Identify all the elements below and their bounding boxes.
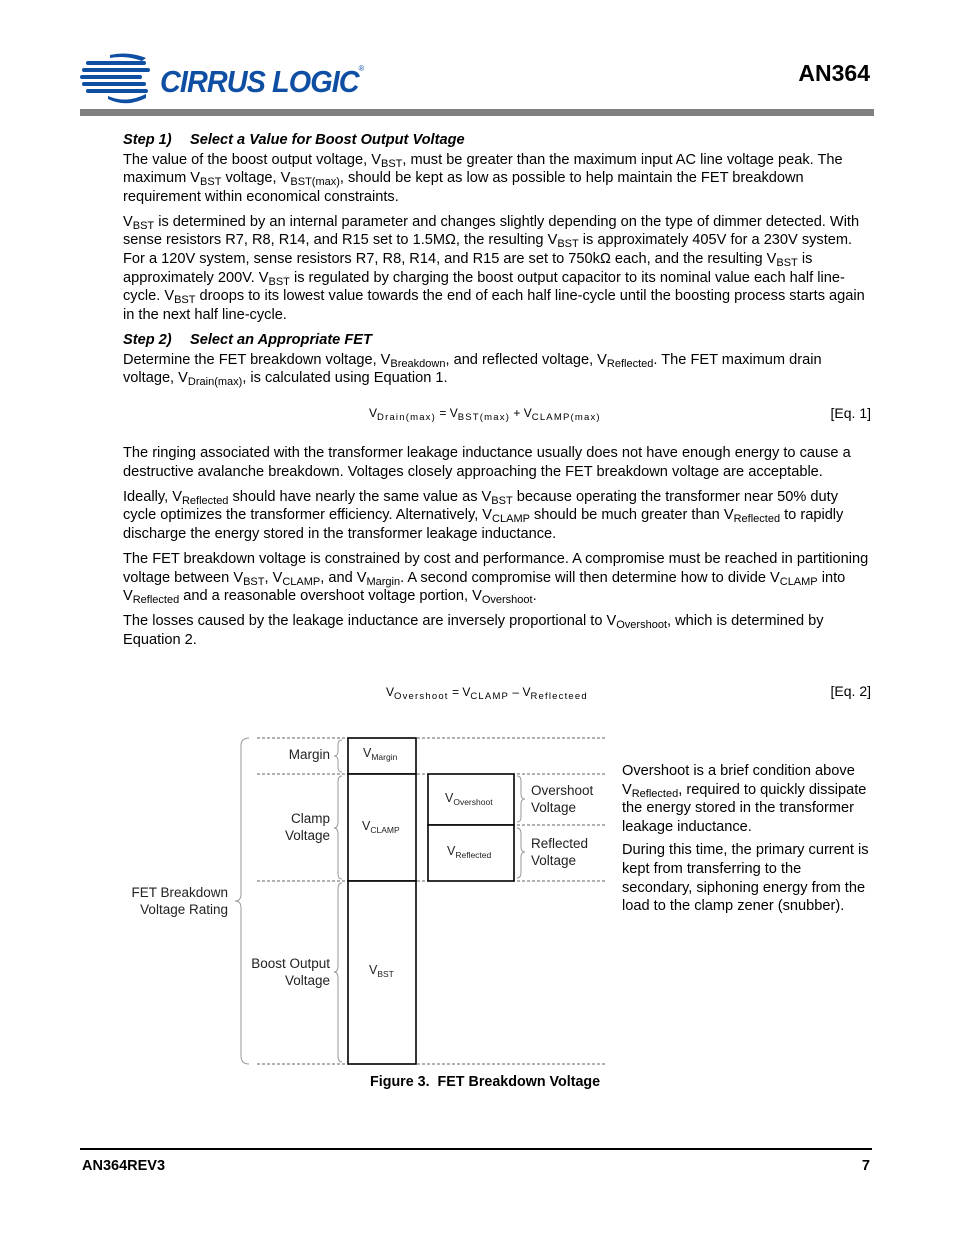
figure-caption: Figure 3. FET Breakdown Voltage <box>370 1074 601 1090</box>
figure-side-text <box>622 762 872 921</box>
box-label-v-overshoot: $V_{Overshoot}$ <box>445 791 493 807</box>
equation-2-tag: [Eq. 2] <box>830 683 871 699</box>
equation-1-tag: [Eq. 1] <box>830 405 871 421</box>
boost-brace <box>334 883 342 1062</box>
step-2-paragraph-1: Determine the FET breakdown voltage, $V_{Breakdown}$, and reflected voltage, $V_{Reflected}$. The FET maximum drain voltage, $V_{Drain(max)}$, is calculated using Equation 1. <box>123 351 822 389</box>
equation-2: $V_{Overshoot} = V_{CLAMP} - V_{Reflecteed}$ <box>386 685 588 702</box>
step-1-heading: Step 1) Select a Value for Boost Output Voltage <box>123 132 465 148</box>
label-reflected-voltage: Reflected Voltage <box>531 836 589 868</box>
page-number: 7 <box>861 1158 870 1174</box>
label-fet-breakdown-rating: FET Breakdown Voltage Rating <box>131 885 228 917</box>
label-clamp-voltage: Clamp Voltage <box>284 811 330 843</box>
box-label-v-margin: $V_{Margin}$ <box>363 746 398 762</box>
margin-brace <box>334 740 342 772</box>
label-overshoot-voltage: Overshoot Voltage <box>531 783 594 815</box>
clamp-brace <box>334 776 342 879</box>
box-label-v-clamp: $V_{CLAMP}$ <box>362 819 400 835</box>
fet-breakdown-brace <box>235 738 249 1064</box>
box-label-v-reflected: $V_{Reflected}$ <box>447 844 492 860</box>
label-margin: Margin <box>288 747 330 762</box>
voltage-stack-boxes <box>348 738 514 1064</box>
reflected-brace <box>517 828 525 878</box>
step-1-paragraph-1: The value of the boost output voltage, $V_{BST}$, must be greater than the maximum input AC line voltage peak. The maximum $V_{BST}$ voltage, $V_{BST(max)}$, should be kept as low as possible to help maintain the FET breakdown requirement within economical constraints. <box>123 151 843 205</box>
step-2-paragraph-2: The ringing associated with the transformer leakage inductance usually does not have enough energy to cause a destructive avalanche breakdown. Voltages closely approaching the FET breakdown voltage are acceptable. <box>123 445 851 480</box>
equation-1: $V_{Drain(max)} = V_{BST(max)} + V_{CLAMP(max)}$ <box>369 406 601 423</box>
overshoot-brace <box>517 776 525 822</box>
footer-doc-revision: AN364REV3 <box>82 1158 166 1174</box>
box-label-v-bst: $V_{BST}$ <box>369 963 394 979</box>
step-2-paragraph-4: The FET breakdown voltage is constrained by cost and performance. A compromise must be reached in partitioning voltage between $V_{BST}$, $V_{CLAMP}$, and $V_{Margin}$. A second compromise will then determine how to divide $V_{CLAMP}$ into $V_{Reflected}$ and a reasonable overshoot voltage portion, $V_{Overshoot}$. <box>123 550 869 607</box>
step-2-paragraph-3: Ideally, $V_{Reflected}$ should have nearly the same value as $V_{BST}$ because operating the transformer near 50% duty cycle optimizes the transformer efficiency. Alternatively, $V_{CLAMP}$ should be much greater than $V_{Reflected}$ to rapidly discharge the energy stored in the transformer leakage inductance. <box>123 488 844 542</box>
step-2-heading: Step 2) Select an Appropriate FET <box>123 331 372 348</box>
document-id: AN364 <box>798 60 870 86</box>
logo-wordmark: CIRRUS LOGIC® <box>160 64 364 99</box>
step-2-paragraph-5: The losses caused by the leakage inductance are inversely proportional to $V_{Overshoot}$, which is determined by Equation 2. <box>123 613 824 648</box>
side-paragraph-1: Overshoot is a brief condition above $V_{Reflected}$, required to quickly dissipate the energy stored in the transformer leakage inductance. <box>622 763 867 835</box>
side-paragraph-2: During this time, the primary current is kept from transferring to the secondary, siphoning energy from the load to the clamp zener (snubber). <box>622 842 869 915</box>
step-1-paragraph-2: $V_{BST}$ is determined by an internal parameter and changes slightly depending on the type of dimmer detected. With sense resistors R7, R8, R14, and R15 set to 1.5MΩ, the resulting $V_{BST}$ is approximately 405V for a 230V system. For a 120V system, sense resistors R7, R8, R14, and R15 are set to 750kΩ each, and the resulting $V_{BST}$ is approximately 200V. $V_{BST}$ is regulated by charging the boost output capacitor to its nominal value each half line-cycle. $V_{BST}$ droops to its lowest value towards the end of each half line-cycle until the boosting process starts again in the next half line-cycle. <box>123 213 865 323</box>
footer-rule <box>80 1148 872 1150</box>
label-boost-output-voltage: Boost Output Voltage <box>251 956 330 988</box>
